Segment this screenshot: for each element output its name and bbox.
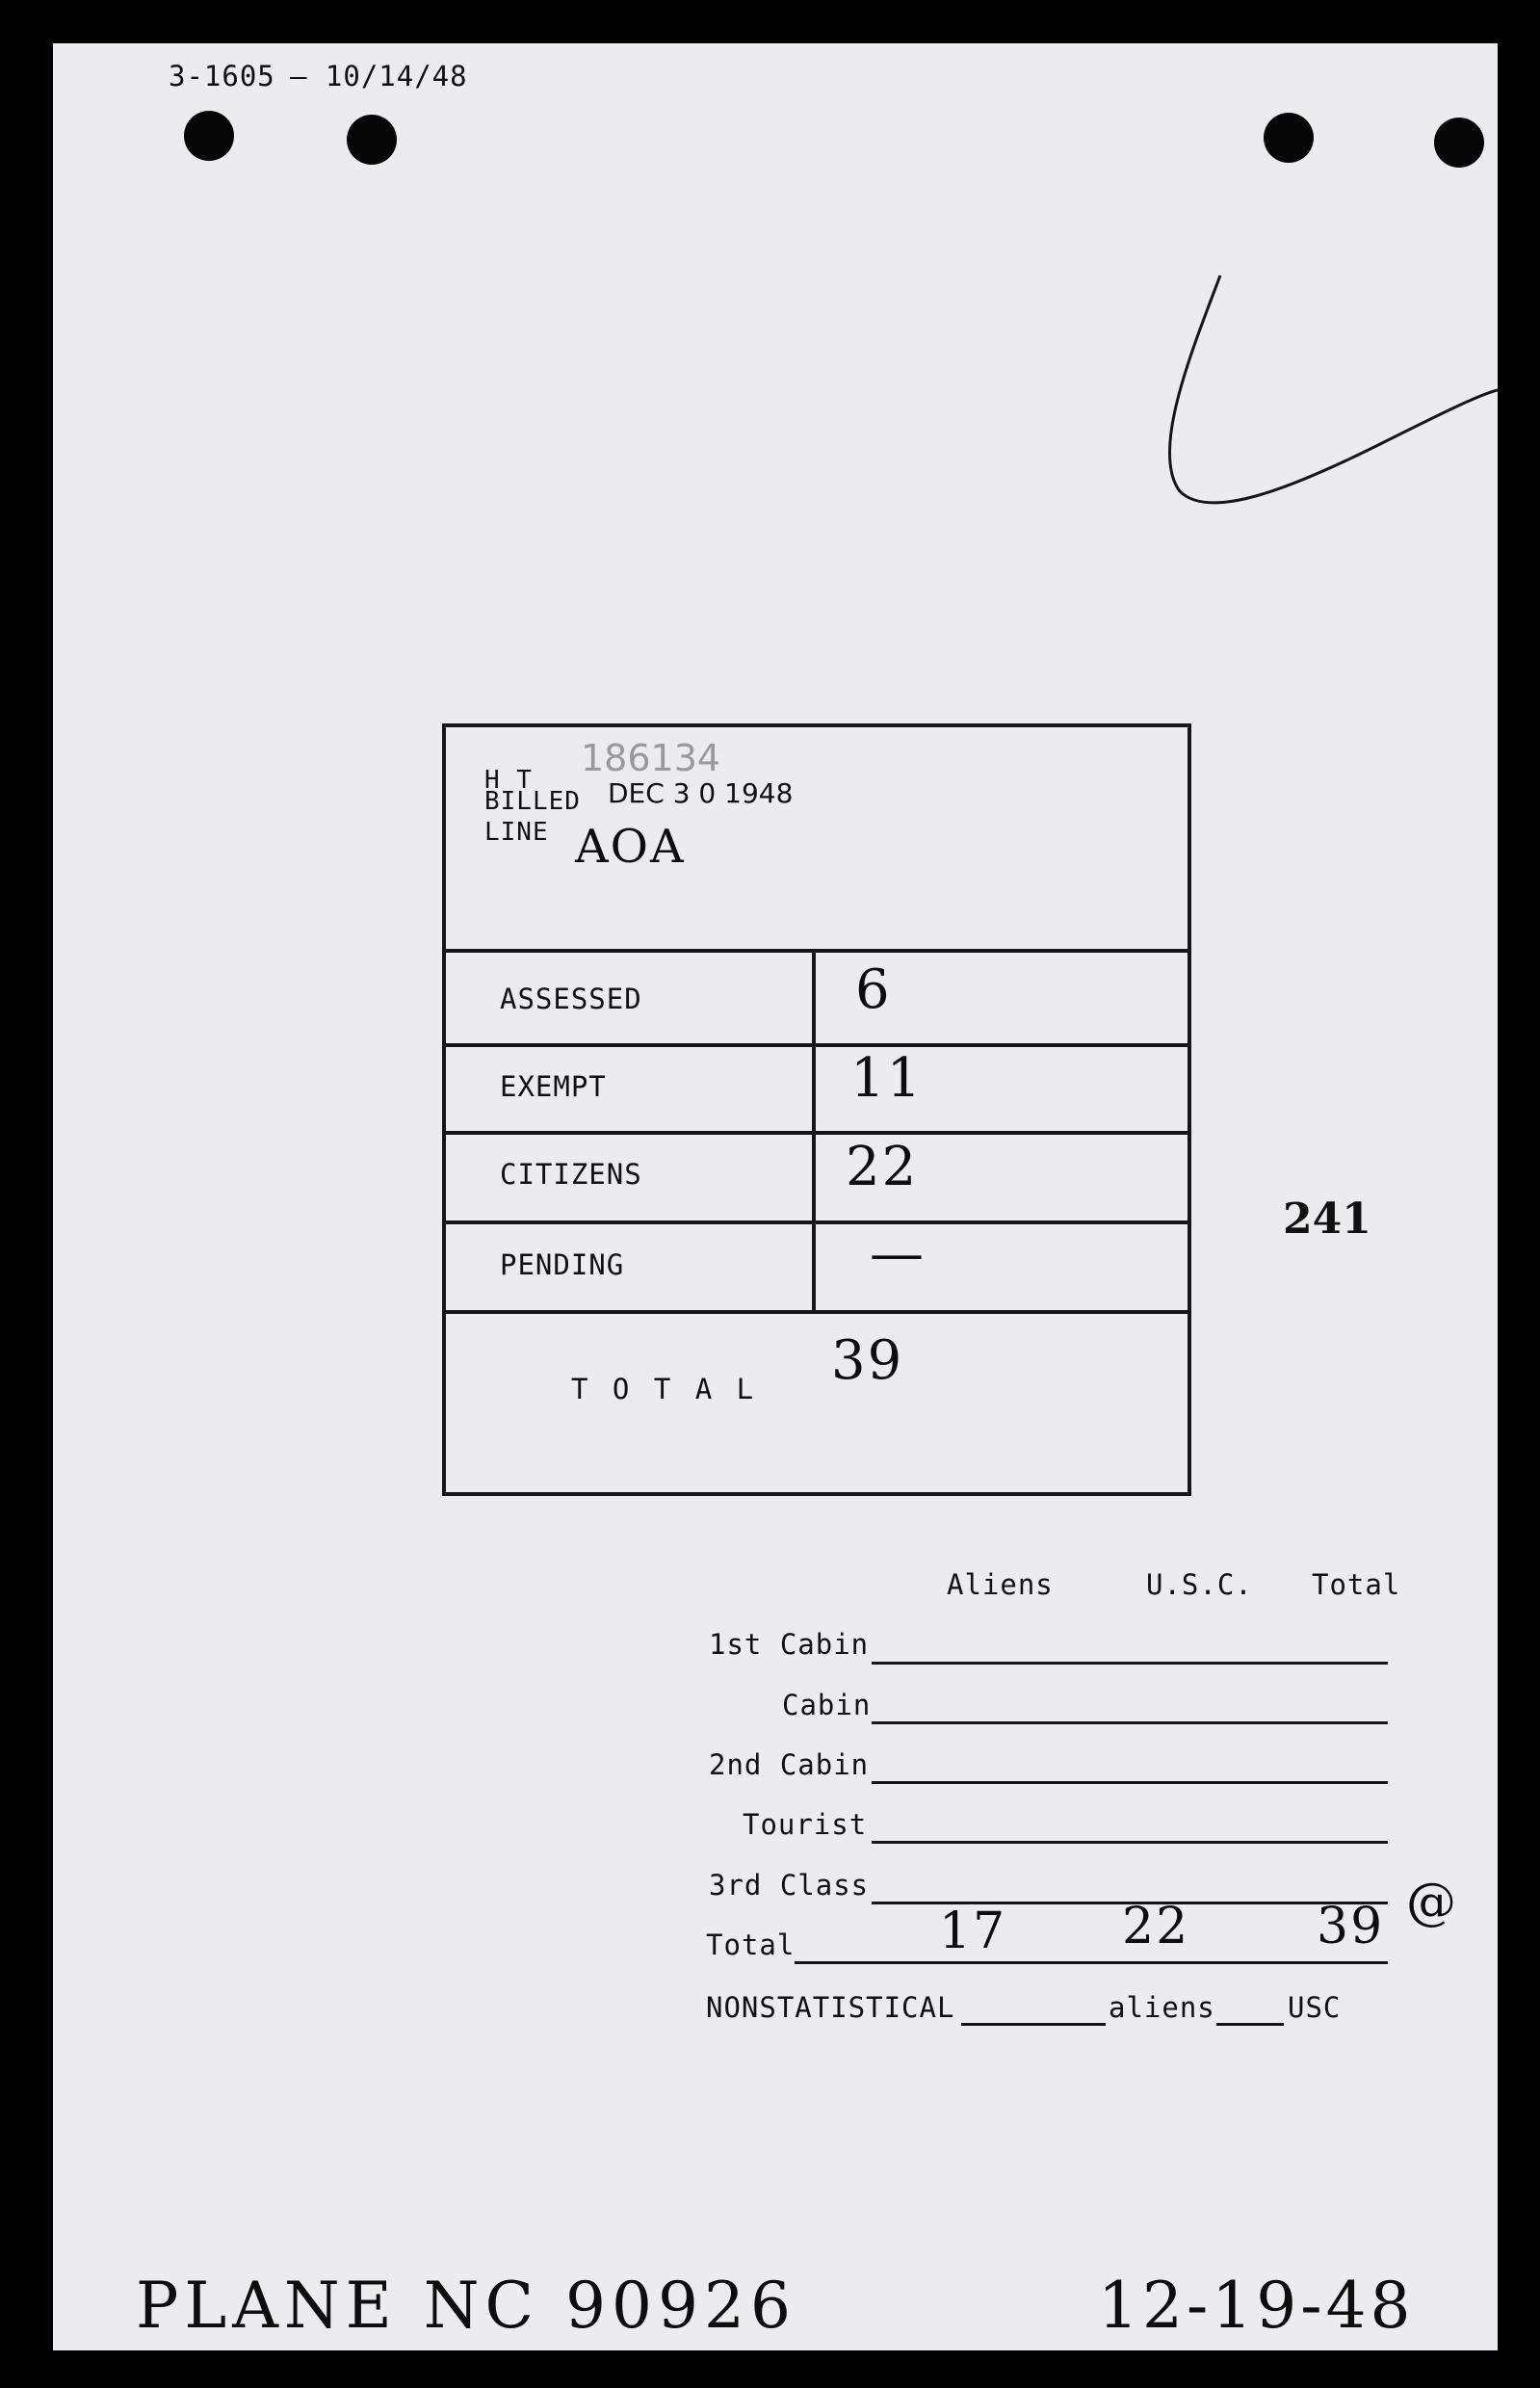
fill-line <box>872 1662 1388 1665</box>
billed-date: DEC 3 0 1948 <box>608 777 794 809</box>
row-label: Cabin <box>782 1689 872 1721</box>
header-total: Total <box>1312 1568 1401 1601</box>
line-label: LINE <box>484 818 549 847</box>
side-number: 241 <box>1283 1194 1371 1244</box>
total-row-label: Total <box>706 1929 796 1961</box>
fill-line <box>795 1961 1388 1964</box>
exempt-value: 11 <box>850 1047 924 1110</box>
row-label: 2nd Cabin <box>709 1748 870 1781</box>
row-divider <box>446 1310 1188 1314</box>
plane-number: PLANE NC 90926 <box>136 2269 796 2343</box>
citizens-value: 22 <box>846 1136 919 1198</box>
row-divider <box>446 949 1188 953</box>
ht-number: 186134 <box>581 737 721 779</box>
billed-label: BILLED <box>484 787 581 816</box>
nonstat-label: NONSTATISTICAL <box>706 1991 955 2024</box>
pending-value: — <box>870 1222 926 1285</box>
total-usc: 22 <box>1122 1898 1190 1955</box>
row-label: 1st Cabin <box>709 1628 870 1661</box>
total-aliens: 17 <box>939 1903 1007 1960</box>
usc-label: USC <box>1288 1991 1342 2024</box>
header-usc: U.S.C. <box>1146 1568 1253 1601</box>
punch-hole <box>1434 118 1484 168</box>
form-date: — 10/14/48 <box>290 60 468 92</box>
row-label: 3rd Class <box>709 1869 870 1902</box>
fill-line <box>872 1781 1388 1784</box>
document-page <box>53 43 1498 2350</box>
punch-hole <box>347 115 397 165</box>
row-divider <box>446 1220 1188 1224</box>
line-value: AOA <box>575 820 686 874</box>
assessed-label: ASSESSED <box>500 983 642 1015</box>
citizens-label: CITIZENS <box>500 1158 642 1191</box>
aliens-label: aliens <box>1109 1991 1215 2024</box>
fill-line <box>872 1721 1388 1724</box>
ht-label: H T <box>484 766 533 795</box>
fill-line <box>872 1841 1388 1844</box>
check-mark <box>1093 231 1498 559</box>
stamp-box <box>442 723 1191 1496</box>
punch-hole <box>1264 113 1314 163</box>
assessed-value: 6 <box>855 958 892 1021</box>
fill-line <box>961 2023 1106 2026</box>
pending-label: PENDING <box>500 1248 625 1281</box>
total-value: 39 <box>831 1329 904 1392</box>
row-divider <box>446 1043 1188 1047</box>
total-label: T O T A L <box>571 1373 758 1405</box>
fill-line <box>1216 2023 1284 2026</box>
row-divider <box>446 1131 1188 1135</box>
row-label: Tourist <box>743 1808 868 1841</box>
form-number: 3-1605 <box>169 60 275 92</box>
footer-date: 12-19-48 <box>1098 2269 1415 2343</box>
punch-hole <box>184 111 234 161</box>
exempt-label: EXEMPT <box>500 1070 607 1103</box>
header-aliens: Aliens <box>947 1568 1054 1601</box>
column-divider <box>812 949 816 1314</box>
total-total: 39 <box>1317 1898 1385 1955</box>
at-mark: @ <box>1406 1874 1458 1931</box>
